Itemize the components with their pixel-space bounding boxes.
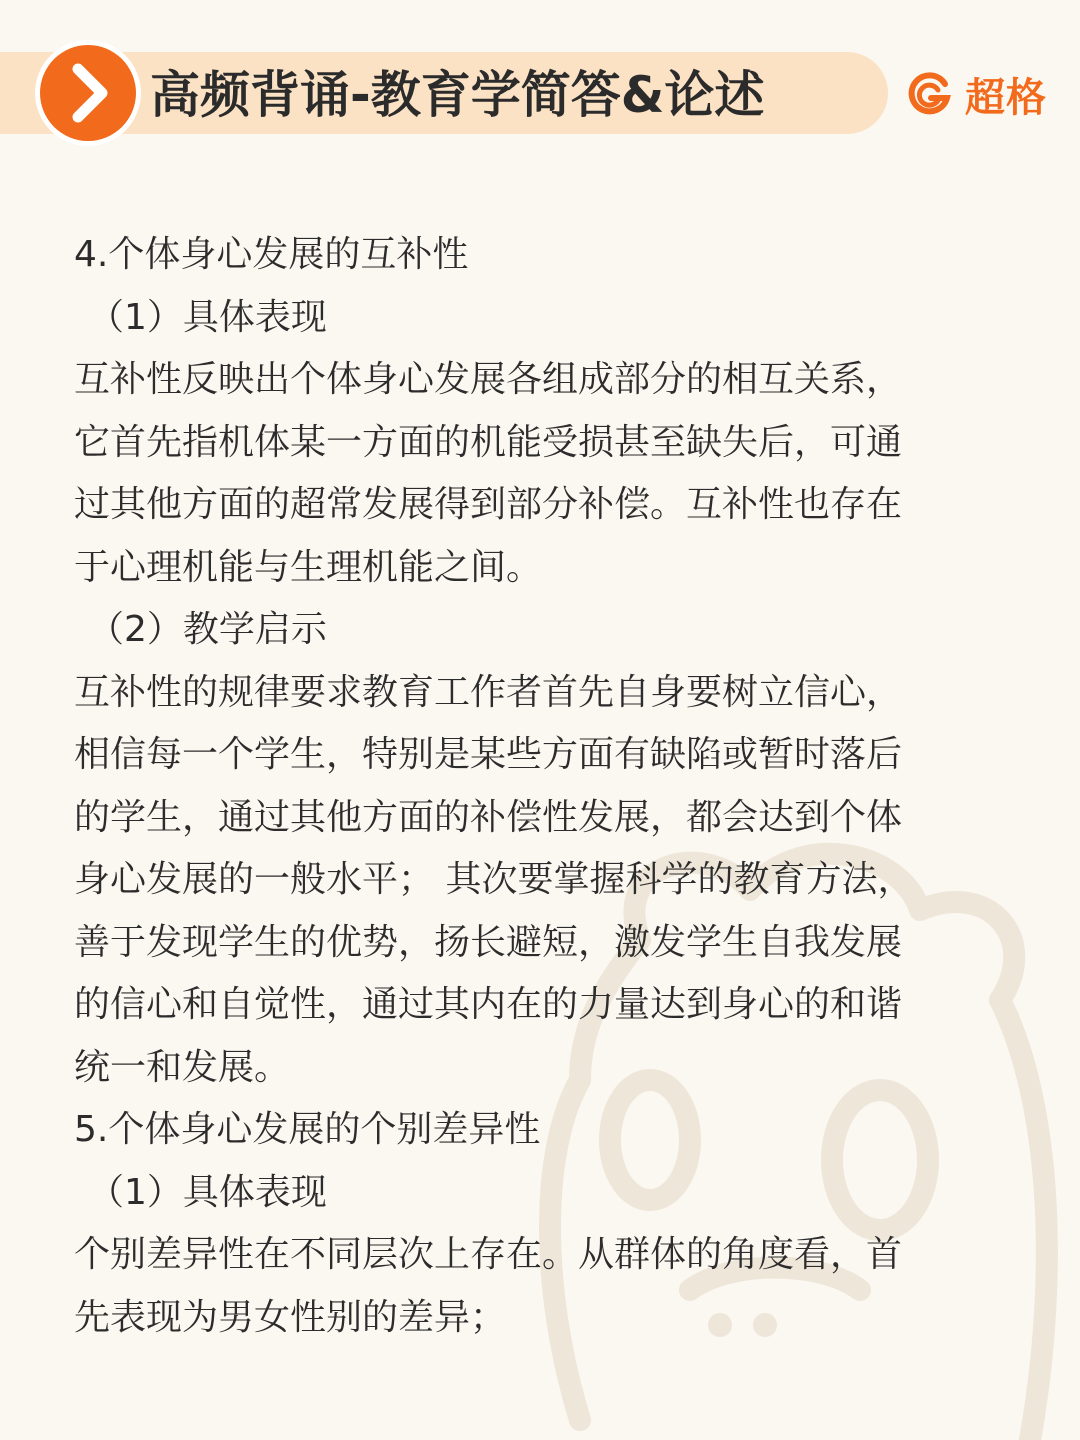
paragraph-line: 相信每一个学生，特别是某些方面有缺陷或暂时落后	[74, 734, 903, 775]
paragraph-line: 先表现为男女性别的差异；	[74, 1296, 507, 1338]
paragraph-line: 的学生，通过其他方面的补偿性发展，都会达到个体	[74, 796, 903, 838]
paragraph-line: 过其他方面的超常发展得到部分补偿。互补性也存在	[74, 484, 903, 525]
paragraph-line: 互补性反映出个体身心发展各组成部分的相互关系，	[74, 359, 903, 400]
paragraph-line: 统一和发展。	[74, 1046, 291, 1088]
chevron-right-icon	[40, 45, 136, 141]
page-title: 高频背诵-教育学简答&论述	[150, 66, 765, 124]
brand-g-logo-icon	[905, 70, 953, 118]
brand-name: 超格	[965, 74, 1047, 121]
brand-logo	[905, 66, 1047, 122]
paragraph-line: 互补性的规律要求教育工作者首先自身要树立信心，	[74, 671, 903, 713]
article-body	[74, 224, 984, 1349]
paragraph-line: 善于发现学生的优势，扬长避短，激发学生自我发展	[74, 921, 903, 963]
subsection-heading: （1）具体表现	[88, 1171, 327, 1213]
paragraph-line: 于心理机能与生理机能之间。	[74, 546, 543, 588]
paragraph-line: 个别差异性在不同层次上存在。从群体的角度看，首	[74, 1234, 903, 1275]
section-heading: 5.个体身心发展的个别差异性	[74, 1109, 541, 1150]
paragraph-line: 它首先指机体某一方面的机能受损甚至缺失后，可通	[74, 421, 903, 463]
subsection-heading: （2）教学启示	[88, 609, 327, 650]
subsection-heading: （1）具体表现	[88, 296, 327, 338]
section-heading: 4.个体身心发展的互补性	[74, 234, 469, 275]
paragraph-line: 身心发展的一般水平； 其次要掌握科学的教育方法，	[74, 859, 914, 900]
paragraph-line: 的信心和自觉性，通过其内在的力量达到身心的和谐	[74, 984, 903, 1025]
